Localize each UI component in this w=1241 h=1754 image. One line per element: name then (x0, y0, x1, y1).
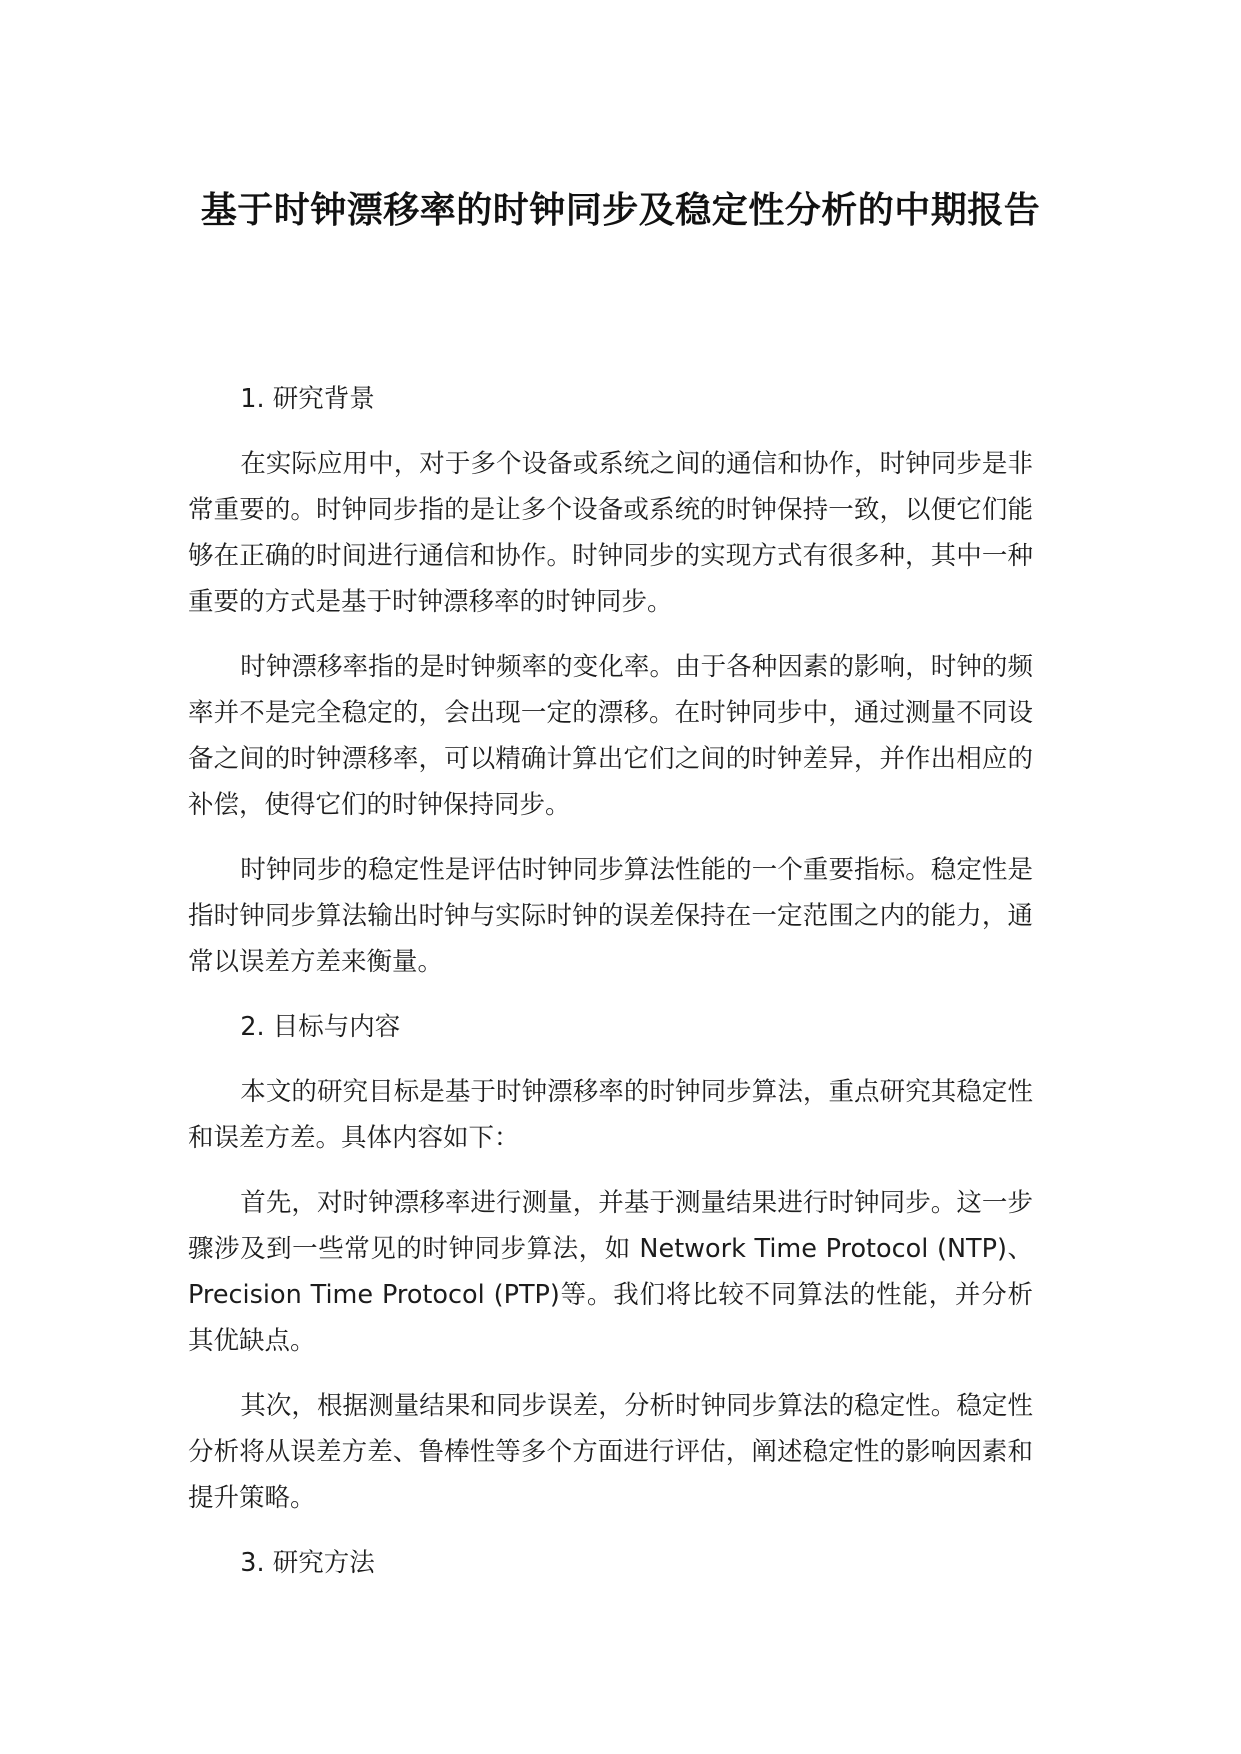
paragraph: 首先，对时钟漂移率进行测量，并基于测量结果进行时钟同步。这一步骤涉及到一些常见的时钟同步算法，如 Network Time Protocol (NTP)、Precision Time Protocol (PTP)等。我们将比较不同算法的性能，并分析其优缺点。 (188, 1188, 1033, 1356)
section-heading: 1. 研究背景 (240, 384, 375, 414)
section-heading: 3. 研究方法 (240, 1548, 375, 1578)
document-body (188, 376, 1033, 1605)
paragraph: 时钟漂移率指的是时钟频率的变化率。由于各种因素的影响，时钟的频率并不是完全稳定的，会出现一定的漂移。在时钟同步中，通过测量不同设备之间的时钟漂移率，可以精确计算出它们之间的时钟差异，并作出相应的补偿，使得它们的时钟保持同步。 (188, 652, 1033, 820)
paragraph: 在实际应用中，对于多个设备或系统之间的通信和协作，时钟同步是非常重要的。时钟同步指的是让多个设备或系统的时钟保持一致，以便它们能够在正确的时间进行通信和协作。时钟同步的实现方式有很多种，其中一种重要的方式是基于时钟漂移率的时钟同步。 (188, 449, 1033, 617)
paragraph: 时钟同步的稳定性是评估时钟同步算法性能的一个重要指标。稳定性是指时钟同步算法输出时钟与实际时钟的误差保持在一定范围之内的能力，通常以误差方差来衡量。 (188, 855, 1033, 977)
document-title: 基于时钟漂移率的时钟同步及稳定性分析的中期报告 (200, 190, 1041, 231)
section-heading: 2. 目标与内容 (240, 1012, 401, 1042)
paragraph: 其次，根据测量结果和同步误差，分析时钟同步算法的稳定性。稳定性分析将从误差方差、鲁棒性等多个方面进行评估，阐述稳定性的影响因素和提升策略。 (188, 1391, 1033, 1513)
paragraph: 本文的研究目标是基于时钟漂移率的时钟同步算法，重点研究其稳定性和误差方差。具体内容如下： (188, 1077, 1033, 1153)
